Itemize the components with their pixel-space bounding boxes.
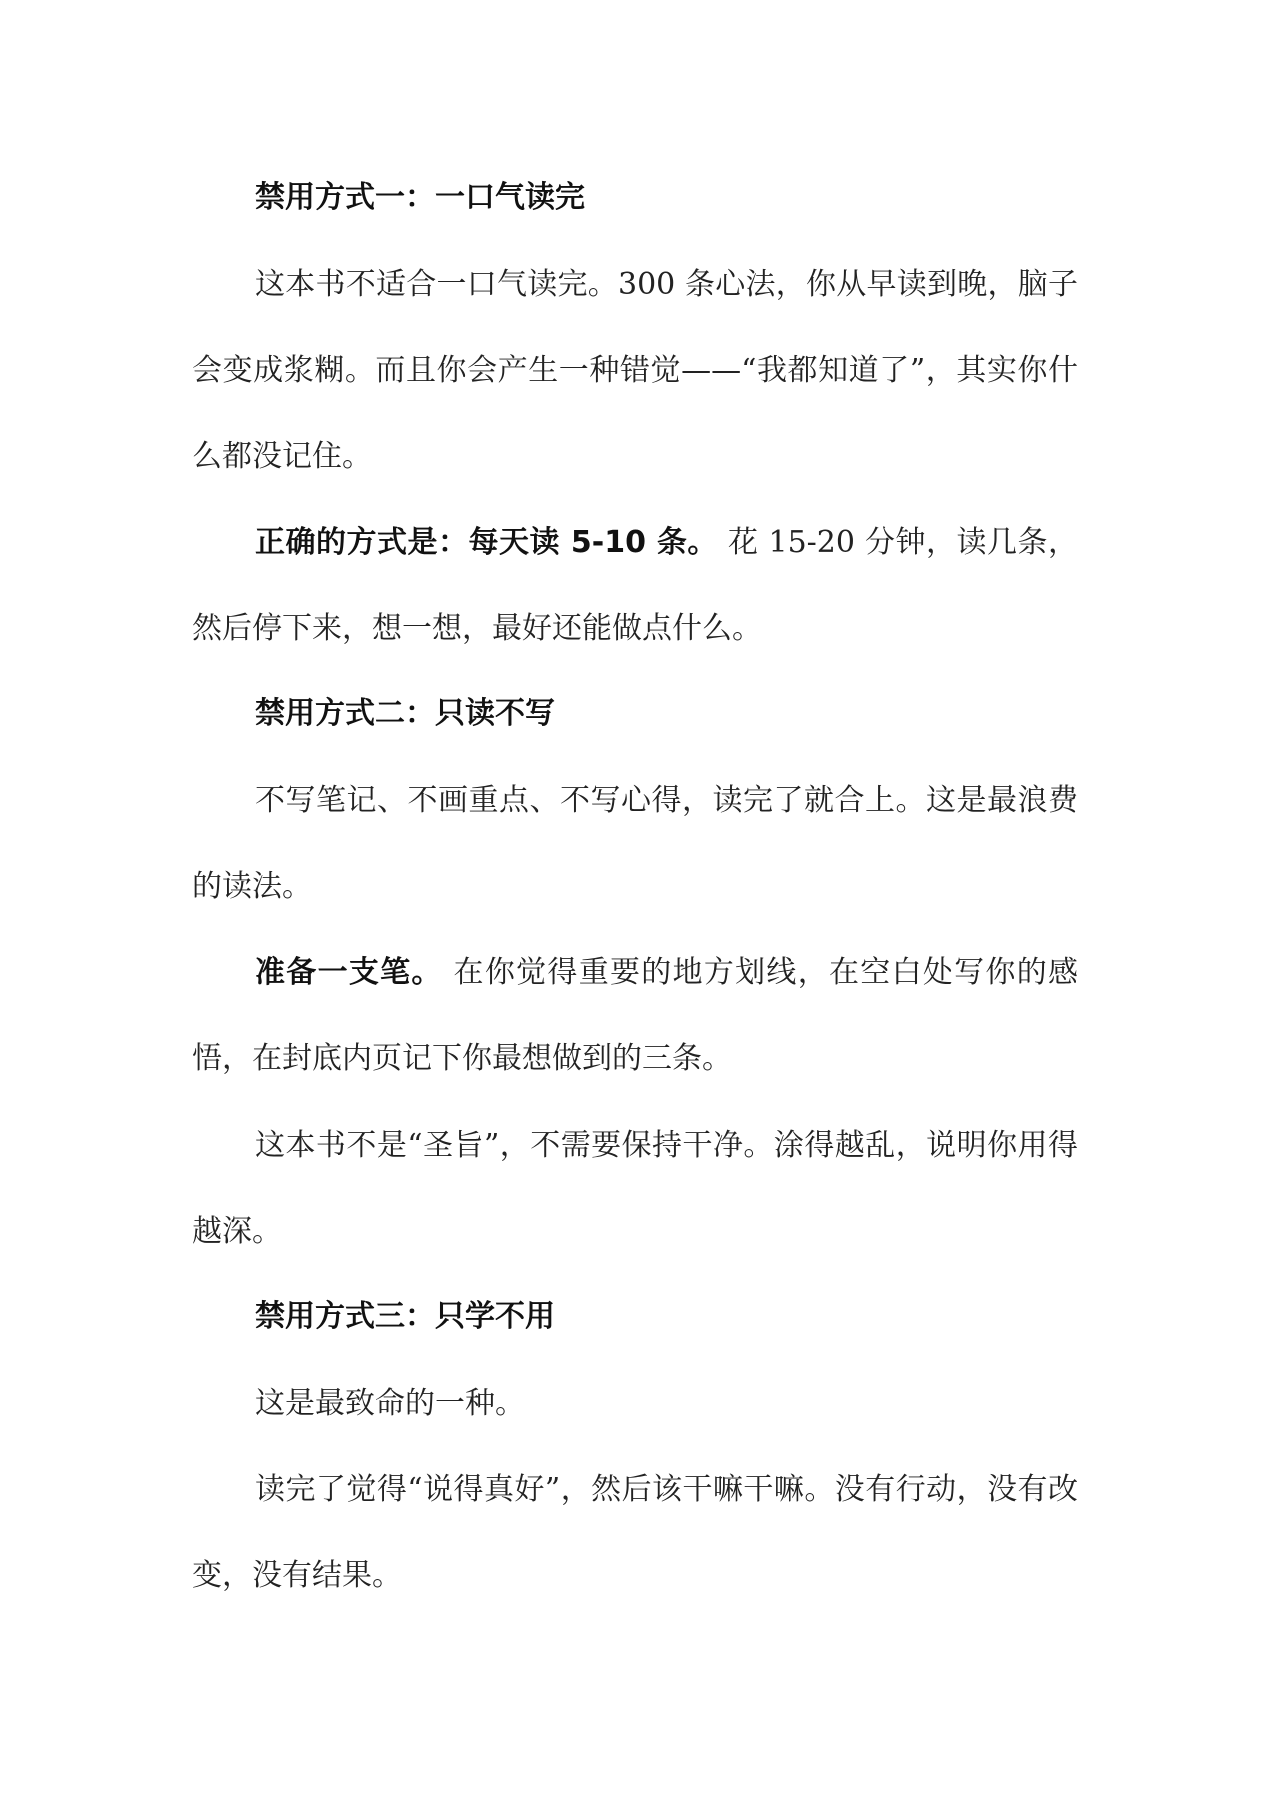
paragraph-4-text: 在你觉得重要的地方划线，在空白处写你的感悟，在封底内页记下你最想做到的三条。 — [192, 955, 1079, 1076]
paragraph-7: 读完了觉得“说得真好”，然后该干嘛干嘛。没有行动，没有改变，没有结果。 — [192, 1472, 1078, 1593]
paragraph-2-emphasis: 正确的方式是：每天读 5-10 条。 — [255, 525, 718, 560]
section-heading-3: 禁用方式三：只学不用 — [255, 1299, 555, 1334]
section-heading-1: 禁用方式一：一口气读完 — [255, 180, 585, 215]
paragraph-5: 这本书不是“圣旨”，不需要保持干净。涂得越乱，说明你用得越深。 — [192, 1128, 1078, 1249]
paragraph-4-emphasis: 准备一支笔。 — [255, 955, 443, 990]
paragraph-2-text: 花 15-20 分钟，读几条，然后停下来，想一想，最好还能做点什么。 — [192, 525, 1079, 646]
paragraph-6: 这是最致命的一种。 — [255, 1386, 525, 1421]
section-heading-2: 禁用方式二：只读不写 — [255, 696, 555, 731]
paragraph-1: 这本书不适合一口气读完。300 条心法，你从早读到晚，脑子会变成浆糊。而且你会产生一种错觉——“我都知道了”，其实你什么都没记住。 — [192, 267, 1078, 474]
paragraph-2 — [192, 500, 1078, 672]
paragraph-4 — [192, 930, 1078, 1102]
paragraph-3: 不写笔记、不画重点、不写心得，读完了就合上。这是最浪费的读法。 — [192, 783, 1078, 904]
